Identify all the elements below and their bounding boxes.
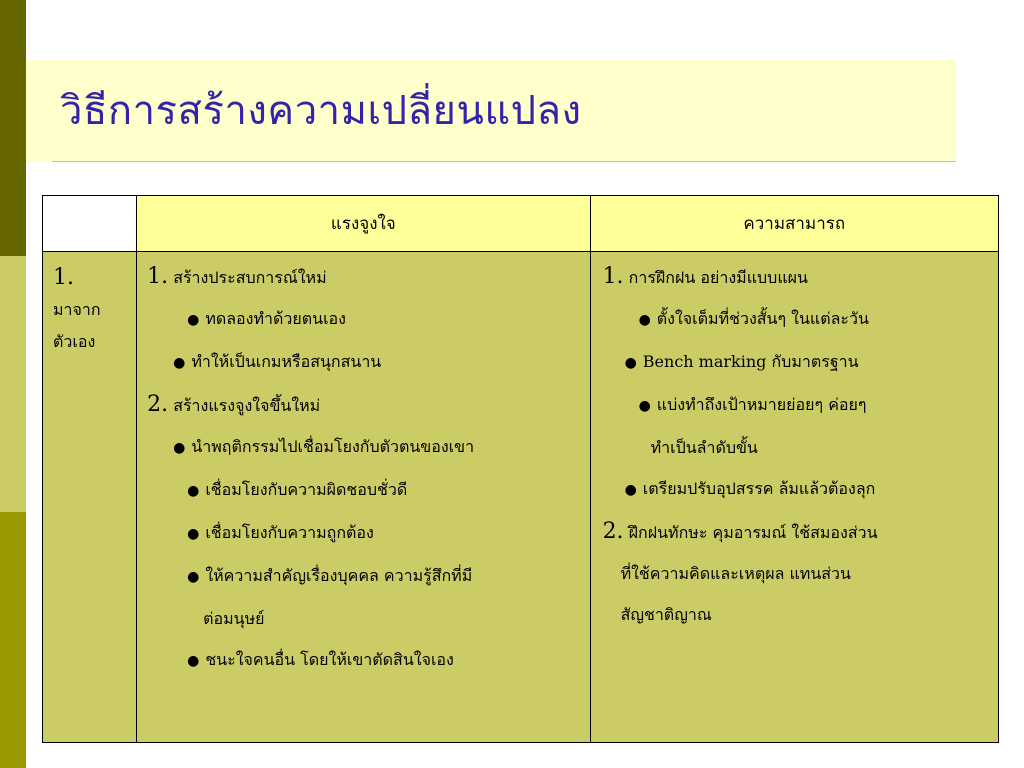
bullet-text: ● ทดลองทำด้วยตนเอง — [187, 309, 346, 328]
table-row — [43, 252, 999, 743]
item-text: สัญชาติญาณ — [620, 605, 712, 624]
bullet-text: ● แบ่งทำถึงเป้าหมายย่อยๆ ค่อยๆ — [639, 395, 867, 414]
row-label-cell — [43, 252, 137, 743]
side-bar-light — [0, 256, 26, 512]
row-label-line: ตัวเอง — [53, 332, 96, 351]
item-text: ทำเป็นลำดับขั้น — [650, 438, 758, 457]
row-number: 1. — [53, 265, 74, 290]
item-text: การฝึกฝน อย่างมีแบบแผน — [628, 268, 808, 287]
bullet-text: ● ชนะใจคนอื่น โดยให้เขาตัดสินใจเอง — [187, 650, 454, 669]
item-text: ต่อมนุษย์ — [203, 609, 265, 628]
list-item — [147, 256, 589, 298]
item-number: 1. — [147, 264, 169, 289]
bullet-text: ● ให้ความสำคัญเรื่องบุคคล ความรู้สึกที่มี — [187, 566, 472, 585]
item-number: 2. — [147, 392, 169, 417]
table-header-row — [43, 196, 999, 252]
list-item — [147, 598, 589, 639]
list-item — [603, 594, 998, 635]
item-text: สร้างประสบการณ์ใหม่ — [173, 268, 327, 287]
side-bar-olive — [0, 512, 26, 768]
list-item — [603, 511, 998, 553]
header-empty-cell — [43, 196, 137, 252]
list-item — [147, 298, 589, 341]
item-text: สร้างแรงจูงใจขึ้นใหม่ — [173, 396, 321, 415]
list-item — [147, 512, 589, 555]
row-label-line: มาจาก — [53, 300, 101, 319]
header-ability: ความสามารถ — [590, 196, 998, 252]
content-table — [42, 195, 999, 743]
bullet-text: ● นำพฤติกรรมไปเชื่อมโยงกับตัวตนของเขา — [173, 437, 474, 456]
item-number: 1. — [602, 264, 624, 289]
item-number: 2. — [602, 519, 624, 544]
list-item — [147, 555, 589, 598]
list-item — [147, 426, 589, 469]
list-item — [603, 384, 998, 427]
list-item — [603, 427, 998, 468]
bullet-text: ● เตรียมปรับอุปสรรค ล้มแล้วต้องลุก — [625, 479, 876, 498]
list-item — [147, 469, 589, 512]
list-item — [147, 384, 589, 426]
bullet-text: ● เชื่อมโยงกับความถูกต้อง — [187, 523, 374, 542]
title-divider — [52, 161, 956, 162]
list-item — [603, 256, 998, 298]
item-text: ที่ใช้ความคิดและเหตุผล แทนส่วน — [620, 564, 851, 583]
bullet-text: ● ตั้งใจเต็มที่ช่วงสั้นๆ ในแต่ละวัน — [639, 309, 869, 328]
bullet-text: ● Bench marking กับมาตรฐาน — [625, 352, 859, 371]
header-motivation: แรงจูงใจ — [137, 196, 590, 252]
list-item — [603, 553, 998, 594]
list-item — [147, 639, 589, 682]
motivation-cell — [137, 252, 590, 743]
bullet-text: ● เชื่อมโยงกับความผิดชอบชั่วดี — [187, 480, 407, 499]
slide-title: วิธีการสร้างความเปลี่ยนแปลง — [60, 88, 582, 134]
list-item — [147, 341, 589, 384]
item-text: ฝึกฝนทักษะ คุมอารมณ์ ใช้สมองส่วน — [628, 523, 878, 542]
list-item — [603, 298, 998, 341]
list-item — [603, 341, 998, 384]
list-item — [603, 468, 998, 511]
bullet-text: ● ทำให้เป็นเกมหรือสนุกสนาน — [173, 352, 381, 371]
side-bar-dark — [0, 0, 26, 256]
ability-cell — [590, 252, 998, 743]
